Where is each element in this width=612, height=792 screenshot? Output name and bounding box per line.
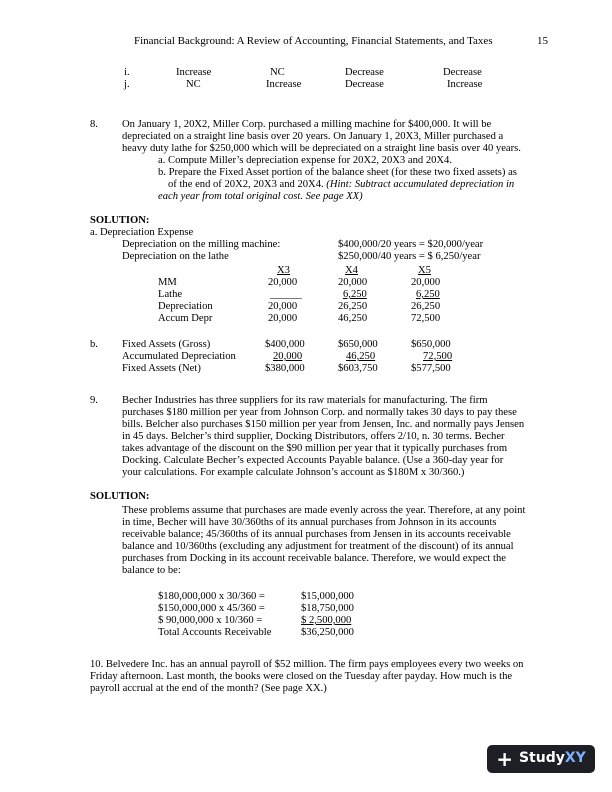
question-text-line: in 45 days. Belcher’s third supplier, Docking Distributors, offers 2/10, n. 30 terms. Becher [122, 431, 505, 442]
question-text-line: On January 1, 20X2, Miller Corp. purchased a milling machine for $400,000. It will be [122, 119, 492, 130]
table-cell: NC [270, 67, 285, 78]
table-cell: 26,250 [411, 301, 441, 312]
table-cell: $380,000 [265, 363, 305, 374]
table-cell: 20,000 [273, 351, 303, 362]
question-part-b: b. Prepare the Fixed Asset portion of the balance sheet (for these two fixed assets) as [158, 167, 517, 178]
table-cell: Increase [266, 79, 302, 90]
question-text-line: payroll accrual at the end of the month? (See page XX.) [90, 683, 327, 694]
solution-text-line: balance to be: [122, 565, 181, 576]
row-letter: j. [124, 79, 130, 90]
solution-text-line: purchases from Docking in its account receivable balance. Therefore, we would expect the [122, 553, 506, 564]
table-cell: Decrease [443, 67, 482, 78]
row-label: Lathe [158, 289, 183, 300]
table-cell: $400,000 [265, 339, 305, 350]
dep-label: Depreciation on the lathe [122, 251, 229, 262]
question-part-a: a. Compute Miller’s depreciation expense for 20X2, 20X3 and 20X4. [158, 155, 453, 166]
calc-label: $ 90,000,000 x 10/360 = [158, 615, 263, 626]
question-text-line: your calculations. For example calculate Johnson’s account as $180M x 30/360.) [122, 467, 465, 478]
question-text-line: heavy duty lathe for $250,000 which will be depreciated on a straight line basis over 40 years. [122, 143, 521, 154]
question-text-line: Becher Industries has three suppliers for its raw materials for manufacturing. The firm [122, 395, 488, 406]
question-text: of the end of 20X2, 20X3 and 20X4. [168, 179, 327, 190]
row-label: Fixed Assets (Gross) [122, 339, 211, 350]
dep-calc: $250,000/40 years = $ 6,250/year [338, 251, 481, 262]
table-cell: 46,250 [346, 351, 376, 362]
solution-heading: SOLUTION: [90, 215, 150, 226]
row-letter: i. [124, 67, 130, 78]
row-label: Depreciation [158, 301, 213, 312]
solution-text-line: in time, Becher will have 30/360ths of its annual purchases from Johnson in its accounts [122, 517, 497, 528]
page-header-title: Financial Background: A Review of Accounting, Financial Statements, and Taxes [134, 35, 493, 47]
table-cell: 46,250 [338, 313, 368, 324]
table-cell: 6,250 [343, 289, 367, 300]
question-text-line: purchases $180 million per year from Johnson Corp. and normally takes 30 days to pay these [122, 407, 517, 418]
table-cell: 20,000 [268, 277, 298, 288]
table-cell: 6,250 [416, 289, 440, 300]
question-text-line: depreciated on a straight line basis over 20 years. On January 1, 20X3, Miller purchased a [122, 131, 504, 142]
question-text-line: takes advantage of the discount on the $90 million per year that it typically purchases from [122, 443, 508, 454]
calc-value: $ 2,500,000 [301, 615, 352, 626]
row-label: MM [158, 277, 177, 288]
table-cell: 20,000 [411, 277, 441, 288]
question-number: 9. [90, 395, 98, 406]
table-cell: 20,000 [338, 277, 368, 288]
solution-text-line: These problems assume that purchases are made evenly across the year. Therefore, at any point [122, 505, 526, 516]
question-number: 8. [90, 119, 98, 130]
table-cell: $577,500 [411, 363, 451, 374]
solution-text-line: receivable balance; 45/360ths of its annual purchases from Jensen in its accounts receivable [122, 529, 511, 540]
calc-value: $18,750,000 [301, 603, 354, 614]
calc-value: $15,000,000 [301, 591, 354, 602]
table-cell: ______ [270, 289, 302, 300]
table-cell: $603,750 [338, 363, 378, 374]
table-cell: $650,000 [338, 339, 378, 350]
question-text-line: Docking. Calculate Becher’s expected Accounts Payable balance. (Use a 360-day year for [122, 455, 504, 466]
table-cell: NC [186, 79, 201, 90]
page-number: 15 [537, 35, 548, 47]
table-cell: 72,500 [423, 351, 453, 362]
table-cell: 72,500 [411, 313, 441, 324]
table-cell: 26,250 [338, 301, 368, 312]
question-text-line: 10. Belvedere Inc. has an annual payroll of $52 million. The firm pays employees every two weeks on [90, 659, 524, 670]
table-cell: Increase [447, 79, 483, 90]
hint-text: (Hint: Subtract accumulated depreciation in [326, 179, 515, 190]
question-text-line: bills. Belcher also purchases $150 million per year from Jensen, Inc. and normally pays Jensen [122, 419, 525, 430]
plus-icon: + [496, 747, 513, 771]
calc-label: Total Accounts Receivable [158, 627, 272, 638]
hint-text: each year from total original cost. See page XX) [158, 191, 363, 202]
calc-label: $150,000,000 x 45/360 = [158, 603, 265, 614]
brand-part: XY [564, 750, 586, 767]
solution-heading: SOLUTION: [90, 491, 150, 502]
column-header: X5 [418, 265, 431, 276]
dep-label: Depreciation on the milling machine: [122, 239, 281, 250]
table-cell: 20,000 [268, 313, 298, 324]
solution-part-a-title: a. Depreciation Expense [90, 227, 194, 238]
row-label: Accumulated Depreciation [122, 351, 236, 362]
table-cell: 20,000 [268, 301, 298, 312]
studyxy-logo [487, 745, 595, 773]
row-label: Fixed Assets (Net) [122, 363, 201, 374]
calc-value: $36,250,000 [301, 627, 354, 638]
dep-calc: $400,000/20 years = $20,000/year [338, 239, 484, 250]
row-label: Accum Depr [158, 313, 213, 324]
table-cell: Increase [176, 67, 212, 78]
column-header: X4 [345, 265, 358, 276]
table-cell: Decrease [345, 79, 384, 90]
question-text-line: Friday afternoon. Last month, the books were closed on the Tuesday after payday. How much is the [90, 671, 513, 682]
calc-label: $180,000,000 x 30/360 = [158, 591, 265, 602]
brand-part: Study [518, 750, 565, 767]
table-cell: Decrease [345, 67, 384, 78]
solution-part-b-marker: b. [90, 339, 98, 350]
solution-text-line: balance and 10/360ths (excluding any adjustment for treatment of the discount) of its annual [122, 541, 514, 552]
column-header: X3 [277, 265, 290, 276]
table-cell: $650,000 [411, 339, 451, 350]
brand-name [519, 750, 586, 768]
